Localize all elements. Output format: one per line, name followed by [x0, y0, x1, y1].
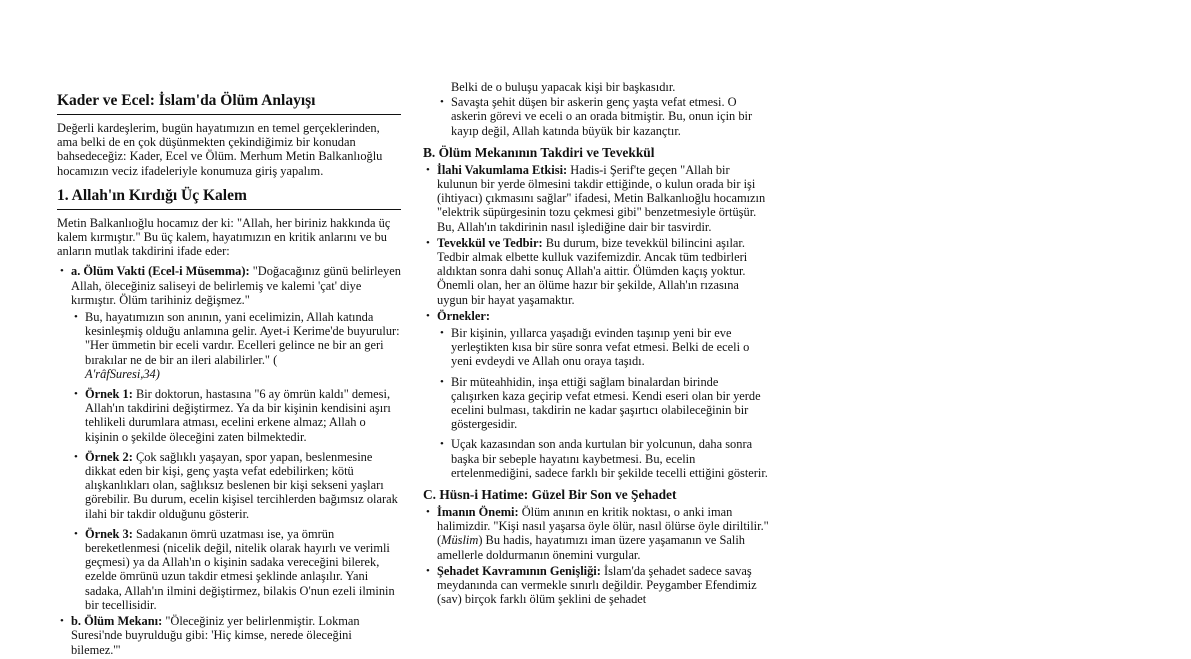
list-item-soldier [437, 95, 769, 138]
list-item-death-time [57, 264, 401, 612]
list-item-example-3 [71, 527, 401, 612]
example-text: Çok sağlıklı yaşayan, spor yapan, beslenmesine dikkat eden bir kişi, genç yaşta vefat edebilirken; kötü alışkanlıkları olan, sağlıksız beslenen bir kişi sekseni yaşları görebilir. Bu durum, ecelin kişisel tercihlerden bağımsız olarak ilahi bir takdir olduğunu gösterir. [85, 449, 398, 521]
item-label: Tevekkül ve Tedbir: [437, 235, 543, 250]
item-text: Bir müteahhidin, inşa ettiği sağlam binalardan birinde çalışırken kaza geçirip vefat etmesi. Kendi eseri olan bir yerde ecelini bulması, takdirin ne kadar şaşırtıcı olabileceğinin bir göstergesidir. [451, 374, 761, 432]
section-b-heading: B. Ölüm Mekanının Takdiri ve Tevekkül [423, 144, 655, 160]
list-item-iman [423, 505, 769, 562]
list-item-example-plane [437, 437, 769, 480]
intro-paragraph: Değerli kardeşlerim, bugün hayatımızın en temel gerçeklerinden, ama belki de en çok düşünmekten çekindiğimiz bir konudan bahsedeceğiz: Kader, Ecel ve Ölüm. Merhum Metin Balkanlıoğlu hocamızın veciz ifadeleriyle konumuza giriş yapalım. [57, 121, 383, 178]
example-label: Örnek 2: [85, 449, 133, 464]
bullet-icon: • [426, 564, 430, 577]
bullet-icon: • [426, 236, 430, 249]
item-label: İlahi Vakumlama Etkisi: [437, 162, 568, 177]
bullet-icon: • [426, 163, 430, 176]
section-1-intro: Metin Balkanlıoğlu hocamız der ki: "Allah, her biriniz hakkında üç kalem kırmıştır." Bu üç kalem, hayatımızın en kritik anlarını ve bu anların mutlak takdirini ifade eder: [57, 215, 391, 259]
bullet-icon: • [74, 527, 78, 540]
list-item-example-1 [71, 387, 401, 444]
document-title: Kader ve Ecel: İslam'da Ölüm Anlayışı [57, 92, 401, 115]
list-item-ayet [71, 310, 401, 381]
section-c-heading: C. Hüsn-i Hatime: Güzel Bir Son ve Şehadet [423, 487, 677, 503]
list-item-example-move [437, 326, 769, 369]
list-item-example-2 [71, 450, 401, 521]
list-item-sehadet [423, 564, 769, 607]
list-item-example-contractor [437, 375, 769, 432]
item-label: İmanın Önemi: [437, 505, 519, 520]
list-item-tevekkul [423, 236, 769, 307]
bullet-icon: • [440, 438, 444, 451]
item-text: Bu, hayatımızın son anının, yani ecelimizin, Allah katında kesinleşmiş olduğu anlamına gelir. Ayet-i Kerime'de buyurulur: "Her ümmetin bir eceli vardır. Ecelleri gelince ne bir an geri bırakılar ne de bir an ileri alabilirler." ( [85, 310, 400, 367]
citation: Müslim [441, 533, 479, 548]
right-column [423, 80, 769, 609]
item-label: Örnekler: [437, 308, 490, 323]
bullet-icon: • [440, 96, 444, 109]
item-text: Bir kişinin, yıllarca yaşadığı evinden taşınıp yeni bir eve yerleştikten kısa bir süre sonra vefat etmesi. Belki de eceli o yeni evdeydi ve Allah onu oraya taşıdı. [451, 326, 750, 369]
continued-sublist [437, 95, 769, 138]
item-label: Şehadet Kavramının Genişliği: [437, 563, 601, 578]
bullet-icon: • [74, 450, 78, 463]
section-1-heading: 1. Allah'ın Kırdığı Üç Kalem [57, 187, 401, 210]
item-text: İslam'da şehadet sadece savaş meydanında can vermekle sınırlı değildir. Peygamber Efendimiz (sav) birçok farklı ölüm şeklini de şehadet [437, 563, 757, 607]
section-b-list [423, 163, 769, 480]
left-column [57, 92, 401, 659]
bullet-icon: • [60, 615, 64, 628]
examples-sublist [437, 326, 769, 480]
bullet-icon: • [426, 506, 430, 519]
list-item-death-place [57, 614, 401, 657]
bullet-icon: • [440, 375, 444, 388]
item-text: Uçak kazasından son anda kurtulan bir yolcunun, daha sonra başka bir sebeple hayatını kaybetmesi. Bu, ecelin ertelenmediğini, sadece farklı bir şekilde tecelli ettiğini gösterir. [451, 437, 768, 480]
citation: A′râfSuresi,34) [85, 366, 160, 381]
three-pens-list [57, 264, 401, 656]
item-text: Ölüm anının en kritik noktası, o anki iman halimizdir. "Kişi nasıl yaşarsa öyle ölür, nasıl ölürse öyle diriltilir." ( [437, 505, 769, 548]
section-c-list [423, 505, 769, 606]
bullet-icon: • [74, 311, 78, 324]
example-label: Örnek 1: [85, 387, 133, 402]
example-text: Sadakanın ömrü uzatması ise, ya ömrün bereketlenmesi (nicelik değil, nitelik olarak hayırlı ve verimli geçmesi) ya da Allah'ın o kişinin sadaka vereceğini bilerek, ezelde ömrünü uzun takdir etmesi şeklinde anlaşılır. Yani sadaka, Allah'ın ilmini değiştirmez, bilakis O'nun ezeli ilminin bir tecellisidir. [85, 526, 395, 612]
item-label: b. Ölüm Mekanı: [71, 614, 163, 629]
item-label: a. Ölüm Vakti (Ecel-i Müsemma): [71, 264, 250, 279]
item-text: Bu durum, bize tevekkül bilincini aşılar. Tedbir almak elbette kulluk vazifemizdir. Ancak tüm tedbirleri aldıktan sonra dahi sonuç Allah'a aittir. Ölümden kaçış yoktur. Önemli olan, her an ölüme hazır bir şekilde, Allah'ın rızasına uygun bir hayat yaşamaktır. [437, 235, 748, 307]
bullet-icon: • [60, 265, 64, 278]
item-text: Hadis-i Şerif'te geçen "Allah bir kulunun bir yerde ölmesini takdir ettiğinde, o kulun orada bir işi (ihtiyacı) çıkmasını sağlar" ifadesi, Metin Balkanlıoğlu hocamızın "elektrik süpürgesinin tozu çekmesi gibi" benzetmesiyle örtüşür. Bu, Allah'ın takdirinin nasıl işlediğine dair bir tasvirdir. [437, 162, 766, 234]
list-item-vacuum [423, 163, 769, 234]
continued-text: Belki de o buluşu yapacak kişi bir başkasıdır. [451, 80, 676, 94]
example-label: Örnek 3: [85, 526, 133, 541]
example-text: Bir doktorun, hastasına "6 ay ömrün kaldı" demesi, Allah'ın takdirini değiştirmez. Ya da bir kişinin kendisini aşırı tehlikeli durumlara atması, ecelini erkene almaz; Allah o kişinin o şekilde öleceğini zaten bilmektedir. [85, 387, 391, 444]
bullet-icon: • [440, 327, 444, 340]
item-text: "Öleceğiniz yer belirlenmiştir. Lokman Suresi'nde buyrulduğu gibi: 'Hiç kimse, nerede öleceğini bilemez.'" [71, 614, 360, 657]
list-item-examples [423, 309, 769, 480]
item-text: "Doğacağınız günü belirleyen Allah, öleceğiniz saliseyi de belirlemiş ve kalemi 'çat' diye kırmıştır. Ölüm tarihiniz değişmez." [71, 264, 401, 307]
item-text: Savaşta şehit düşen bir askerin genç yaşta vefat etmesi. O askerin görevi ve eceli o an orada bitmiştir. Bu, onun için bir kayıp değil, Allah katında büyük bir kazançtır. [451, 95, 753, 138]
death-time-sublist [71, 310, 401, 612]
bullet-icon: • [426, 309, 430, 322]
item-text-tail: ) Bu hadis, hayatımızı iman üzere yaşamanın ve Salih amellerle doldurmanın önemini vurgular. [437, 533, 745, 562]
bullet-icon: • [74, 388, 78, 401]
